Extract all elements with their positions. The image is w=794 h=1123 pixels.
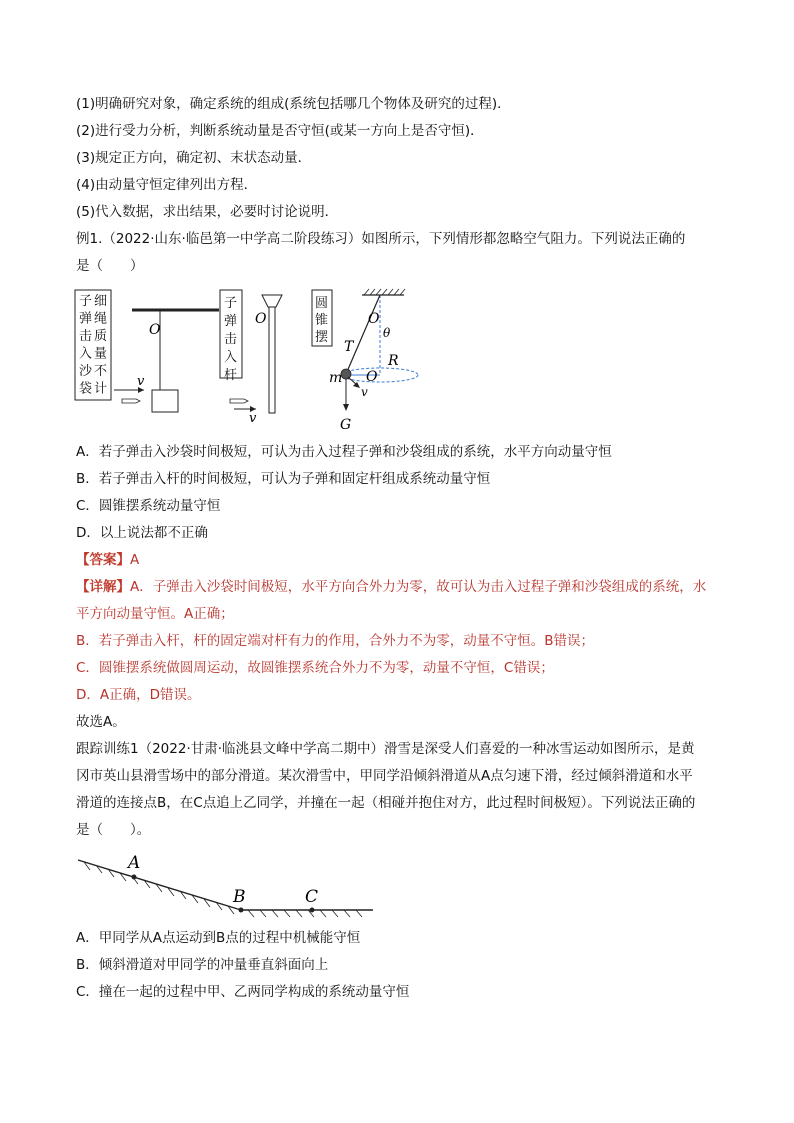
label-left-c1: 子弹击入沙袋 — [79, 294, 93, 397]
label-left-text — [79, 294, 107, 397]
rod — [269, 307, 275, 413]
detail-line-4: C．圆锥摆系统做圆周运动，故圆锥摆系统合外力不为零，动量不守恒，C错误； — [76, 660, 554, 676]
detail-line-1 — [76, 578, 706, 596]
rod-mount — [262, 295, 282, 307]
answer-value: A — [130, 552, 140, 568]
step-1: (1)明确研究对象，确定系统的组成(系统包括哪几个物体及研究的过程)． — [76, 96, 511, 112]
gravity-arrowhead — [343, 404, 349, 411]
label-O-1: O — [149, 322, 161, 338]
label-m: m — [329, 370, 343, 386]
example1-option-d: D．以上说法都不正确 — [76, 525, 208, 541]
practice1-stem-line1: 跟踪训练1（2022·甘肃·临洮县文峰中学高二期中）滑雪是深受人们喜爱的一种冰雪运动如图所示，是黄 — [76, 741, 695, 757]
label-mid-text — [224, 296, 237, 383]
label-B: B — [233, 887, 246, 907]
step-3: (3)规定正方向，确定初、末状态动量． — [76, 150, 312, 166]
example1-stem-line2: 是（ ） — [76, 258, 144, 274]
detail-line-5: D．A正确，D错误。 — [76, 687, 201, 703]
label-theta: θ — [383, 326, 391, 340]
label-v-2: v — [249, 411, 257, 426]
point-A — [132, 875, 137, 880]
example1-stem-line1: 例1.（2022·山东·临邑第一中学高二阶段练习）如图所示，下列情形都忽略空气阻力。下列说法正确的 — [76, 231, 686, 247]
label-mid-col: 子弹击入杆 — [224, 296, 238, 383]
step-4: (4)由动量守恒定律列出方程． — [76, 177, 258, 193]
label-G: G — [340, 417, 352, 433]
label-C: C — [305, 887, 319, 907]
detail-label: 【详解】 — [76, 579, 130, 595]
step-2: (2)进行受力分析，判断系统动量是否守恒(或某一方向上是否守恒)． — [76, 123, 484, 139]
label-v-3: v — [361, 385, 368, 399]
answer-label: 【答案】 — [76, 552, 130, 568]
pendulum-bob — [341, 369, 351, 379]
practice1-stem-line2: 冈市英山县滑雪场中的部分滑道。某次滑雪中，甲同学沿倾斜滑道从A点匀速下滑，经过倾斜滑道和水平 — [76, 768, 693, 784]
point-B — [239, 908, 244, 913]
practice1-figure — [76, 848, 376, 927]
label-A: A — [128, 853, 141, 873]
conclusion: 故选A。 — [76, 714, 126, 730]
detail-line-3: B．若子弹击入杆，杆的固定端对杆有力的作用，合外力不为零，动量不守恒。B错误； — [76, 633, 595, 649]
bullet-1 — [122, 399, 140, 403]
horizontal-hatch — [248, 910, 362, 917]
sandbag — [152, 390, 178, 412]
practice1-option-b: B．倾斜滑道对甲同学的冲量垂直斜面向上 — [76, 957, 329, 973]
slope-svg — [76, 848, 376, 923]
incline-hatch — [84, 862, 234, 914]
label-v-1: v — [137, 374, 145, 389]
example1-option-b: B．若子弹击入杆的时间极短，可认为子弹和固定杆组成系统动量守恒 — [76, 471, 491, 487]
label-O-4: O — [366, 369, 378, 385]
practice1-stem-line4: 是（ ）。 — [76, 822, 151, 838]
answer-line — [76, 551, 139, 569]
ceiling-hatch — [364, 289, 405, 295]
tension-string — [346, 295, 380, 374]
bullet-2 — [230, 399, 248, 403]
practice1-option-c: C．撞在一起的过程中甲、乙两同学构成的系统动量守恒 — [76, 984, 410, 1000]
label-O-2: O — [255, 311, 267, 327]
label-O-3: O — [368, 311, 380, 327]
example1-option-a: A．若子弹击入沙袋时间极短，可认为击入过程子弹和沙袋组成的系统，水平方向动量守恒 — [76, 444, 612, 460]
detail-text-1: A．子弹击入沙袋时间极短，水平方向合外力为零，故可认为击入过程子弹和沙袋组成的系统，水 — [130, 579, 707, 595]
practice1-option-a: A．甲同学从A点运动到B点的过程中机械能守恒 — [76, 930, 361, 946]
point-C — [310, 908, 315, 913]
label-R: R — [388, 353, 399, 369]
step-5: (5)代入数据，求出结果，必要时讨论说明． — [76, 204, 339, 220]
label-T: T — [344, 339, 354, 355]
example1-figure — [74, 285, 434, 439]
example1-option-c: C．圆锥摆系统动量守恒 — [76, 498, 221, 514]
label-left-c2: 细绳质量不计 — [94, 294, 108, 397]
label-right-text — [315, 296, 328, 345]
label-right-col: 圆锥摆 — [315, 296, 329, 345]
example1-figure-svg — [74, 285, 434, 435]
practice1-stem-line3: 滑道的连接点B，在C点追上乙同学，并撞在一起（相碰并抱住对方，此过程时间极短）。下列说法正确的 — [76, 795, 696, 811]
detail-line-2: 平方向动量守恒。A正确； — [76, 606, 234, 622]
